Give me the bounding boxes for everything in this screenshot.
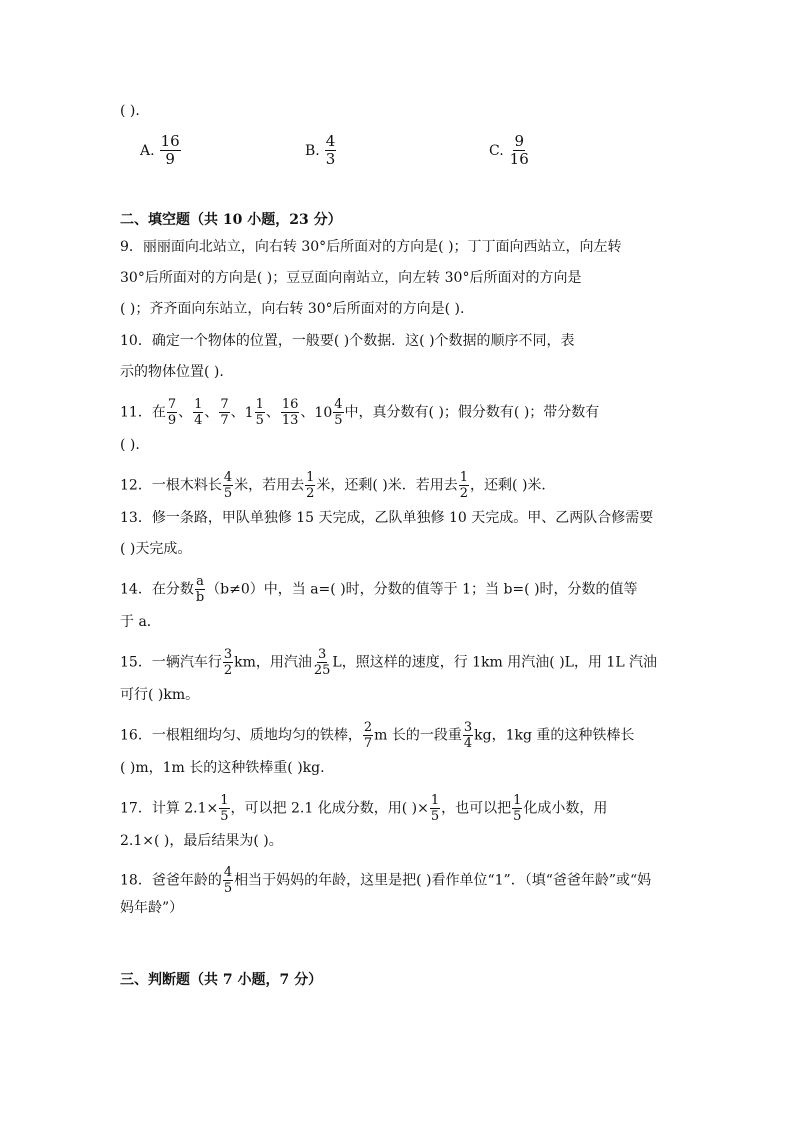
- q17-line-2: 2.1×( )，最后结果为( )。: [120, 833, 283, 849]
- q14-line-1: 14．在分数 $\frac{a}{b}$ （b≠0）中，当 a=( )时，分数的值等于 1；当 b=( )时，分数的值等: [120, 574, 638, 605]
- fraction: $\frac{1}{5}$: [220, 793, 229, 824]
- q16-line-1: 16．一根粗细均匀、质地均匀的铁棒， $\frac{2}{7}$ m 长的一段重 $\frac{3}{4}$ kg，1kg 重的这种铁棒长: [120, 720, 635, 751]
- mixed-number: 1 $\frac{1}{5}$: [244, 397, 264, 428]
- option-b-label: B.: [305, 142, 320, 159]
- option-a-label: A.: [140, 142, 155, 159]
- q13-line-2: ( )天完成。: [120, 541, 192, 557]
- mixed-number: 10 $\frac{4}{5}$: [314, 397, 343, 428]
- q18-line-1: 18．爸爸年龄的 $\frac{4}{5}$ 相当于妈妈的年龄，这里是把( )看作单位“1”．（填“爸爸年龄”或“妈: [120, 865, 652, 896]
- fraction: $\frac{3}{4}$: [463, 720, 473, 751]
- q12-line: 12．一根木料长 $\frac{4}{5}$ 米，若用去 $\frac{1}{2}$ 米，还剩( )米．若用去 $\frac{1}{2}$ ，还剩( )米．: [120, 470, 556, 501]
- option-c-fraction: $\frac{9}{16}$: [509, 132, 529, 168]
- q17-line-1: 17．计算 2.1× $\frac{1}{5}$ ，可以把 2.1 化成分数，用( )× $\frac{1}{5}$ ，也可以把 $\frac{1}{5}$ 化成小数，用: [120, 793, 608, 824]
- option-a[interactable]: [140, 134, 182, 167]
- option-a-fraction: $\frac{16}{9}$: [160, 132, 180, 168]
- q14-line-2: 于 a．: [120, 614, 161, 630]
- q18-line-2: 妈年龄”）: [120, 900, 184, 916]
- option-b[interactable]: [305, 134, 337, 167]
- section-2-title: 二、填空题（共 10 小题，23 分）: [120, 212, 342, 228]
- q16-line-2: ( )m，1m 长的这种铁棒重( )kg.: [120, 760, 325, 776]
- q9-line-2: 30°后所面对的方向是( )；豆豆面向南站立，向左转 30°后所面对的方向是: [120, 270, 582, 286]
- q10-line-1: 10．确定一个物体的位置，一般要( )个数据．这( )个数据的顺序不同，表: [120, 333, 575, 349]
- q15-line-2: 可行( )km。: [120, 687, 200, 703]
- fraction: $\frac{4}{5}$: [223, 470, 233, 501]
- fraction: $\frac{7}{7}$: [220, 397, 229, 428]
- fraction: $\frac{3}{2}$: [223, 647, 233, 678]
- q9-line-3: ( )；齐齐面向东站立，向右转 30°后所面对的方向是( ).: [120, 301, 465, 317]
- q9-line-1: 9．丽丽面向北站立，向右转 30°后所面对的方向是( )；丁丁面向西站立，向左转: [120, 239, 622, 255]
- fraction: $\frac{2}{7}$: [363, 720, 373, 751]
- option-b-fraction: $\frac{4}{3}$: [325, 132, 336, 168]
- fraction: $\frac{1}{4}$: [194, 397, 203, 428]
- q10-line-2: 示的物体位置( ).: [120, 364, 224, 380]
- option-c-label: C.: [489, 142, 504, 159]
- fraction: $\frac{1}{2}$: [306, 470, 315, 501]
- q11-line-2: ( ).: [120, 437, 140, 453]
- option-c[interactable]: [489, 134, 531, 167]
- q11-line-1: 11．在 $\frac{7}{9}$ 、 $\frac{1}{4}$ 、 $\frac{7}{7}$ 、 1 $\frac{1}{5}$ 、 $\frac{16}{13}$ 、 10 $\frac{4}{5}$ 中，真分数有( )；假分数有( )；带分数有: [120, 397, 600, 428]
- q15-line-1: 15．一辆汽车行 $\frac{3}{2}$ km，用汽油 $\frac{3}{25}$ L，照这样的速度，行 1km 用汽油( )L，用 1L 汽油: [120, 647, 658, 678]
- fraction: $\frac{1}{5}$: [430, 793, 440, 824]
- fraction: $\frac{1}{5}$: [513, 793, 522, 824]
- fraction: $\frac{7}{9}$: [167, 397, 177, 428]
- section-3-title: 三、判断题（共 7 小题，7 分）: [120, 972, 323, 988]
- fraction: $\frac{16}{13}$: [281, 397, 299, 428]
- fraction: $\frac{a}{b}$: [195, 574, 205, 605]
- q13-line-1: 13．修一条路，甲队单独修 15 天完成，乙队单独修 10 天完成。甲、乙两队合修需要: [120, 510, 654, 526]
- fraction: $\frac{1}{2}$: [459, 470, 469, 501]
- fraction: $\frac{4}{5}$: [223, 865, 233, 896]
- q8-answer-blank: ( ).: [120, 103, 140, 119]
- fraction: $\frac{3}{25}$: [313, 647, 331, 678]
